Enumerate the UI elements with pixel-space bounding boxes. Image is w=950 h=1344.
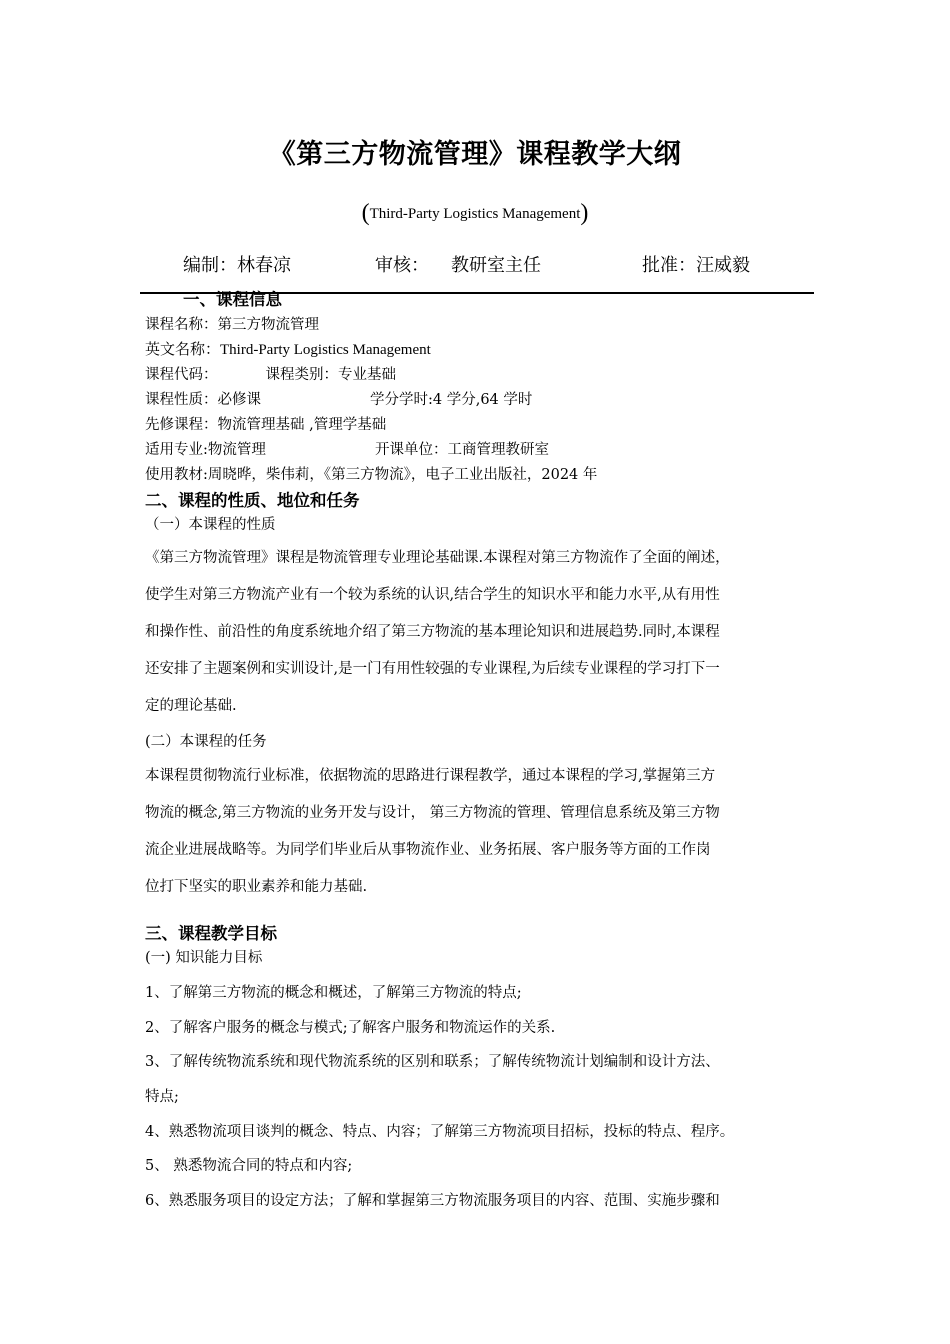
subtitle-open-paren: ( — [361, 200, 370, 226]
reviewer-label: 审核： — [375, 255, 429, 276]
credits: 学分学时:4 学分,64 学时 — [370, 392, 533, 408]
course-nature-row — [145, 388, 261, 409]
section2-sub2: (二）本课程的任务 — [145, 734, 267, 750]
subtitle-close-paren: ) — [580, 200, 589, 226]
document-title: 《第三方物流管理》课程教学大纲 — [268, 139, 682, 170]
objective-item: 2、了解客户服务的概念与模式;了解客户服务和物流运作的关系. — [145, 1020, 556, 1036]
para2-line: 位打下坚实的职业素养和能力基础. — [145, 879, 368, 895]
objective-item: 5、 熟悉物流合同的特点和内容; — [145, 1158, 353, 1174]
para1-line: 《第三方物流管理》课程是物流管理专业理论基础课.本课程对第三方物流作了全面的阐述， — [145, 550, 730, 566]
para2-line: 流企业进展战略等。为同学们毕业后从事物流作业、业务拓展、客户服务等方面的工作岗 — [145, 842, 711, 858]
objective-item: 6、熟悉服务项目的设定方法；了解和掌握第三方物流服务项目的内容、范围、实施步骤和 — [145, 1193, 720, 1209]
english-name: 英文名称：Third-Party Logistics Management — [145, 342, 431, 358]
approver-text: 批准：汪威毅 — [642, 255, 750, 276]
prerequisites: 先修课程：物流管理基础 ,管理学基础 — [145, 417, 387, 433]
editor-text: 编制：林春凉 — [183, 255, 291, 276]
section3-sub1: (一) 知识能力目标 — [145, 950, 263, 966]
department: 开课单位：工商管理教研室 — [375, 442, 549, 458]
objective-item: 1、了解第三方物流的概念和概述，了解第三方物流的特点; — [145, 985, 522, 1001]
course-code: 课程代码： — [145, 367, 218, 383]
document-subtitle — [0, 200, 950, 227]
section3-heading: 三、课程教学目标 — [145, 924, 277, 943]
para1-line: 定的理论基础. — [145, 698, 237, 714]
textbook: 使用教材:周晓晔，柴伟莉，《第三方物流》，电子工业出版社，2024 年 — [145, 467, 598, 483]
objective-item: 3、了解传统物流系统和现代物流系统的区别和联系；了解传统物流计划编制和设计方法、 — [145, 1054, 720, 1070]
para2-line: 物流的概念,第三方物流的业务开发与设计， 第三方物流的管理、管理信息系统及第三方物 — [145, 805, 720, 821]
author-line — [183, 251, 823, 277]
section1-heading: 一、课程信息 — [183, 290, 282, 309]
subtitle-english: Third-Party Logistics Management — [369, 206, 581, 222]
course-code-row — [145, 363, 396, 384]
para1-line: 还安排了主题案例和实训设计,是一门有用性较强的专业课程,为后续专业课程的学习打下一 — [145, 661, 720, 677]
para1-line: 使学生对第三方物流产业有一个较为系统的认识,结合学生的知识水平和能力水平,从有用性 — [145, 587, 720, 603]
section2-heading: 二、课程的性质、地位和任务 — [145, 491, 360, 510]
section2-sub1: （一）本课程的性质 — [145, 517, 276, 533]
course-category: 课程类别：专业基础 — [265, 367, 396, 383]
reviewer-text: 教研室主任 — [451, 255, 541, 276]
course-nature: 课程性质：必修课 — [145, 392, 261, 408]
course-name: 课程名称：第三方物流管理 — [145, 317, 319, 333]
para1-line: 和操作性、前沿性的角度系统地介绍了第三方物流的基本理论知识和进展趋势.同时,本课程 — [145, 624, 720, 640]
objective-item: 4、熟悉物流项目谈判的概念、特点、内容；了解第三方物流项目招标，投标的特点、程序。 — [145, 1124, 735, 1140]
major: 适用专业:物流管理 — [145, 442, 266, 458]
objective-item: 特点; — [145, 1089, 179, 1105]
para2-line: 本课程贯彻物流行业标准，依据物流的思路进行课程教学，通过本课程的学习,掌握第三方 — [145, 768, 716, 784]
